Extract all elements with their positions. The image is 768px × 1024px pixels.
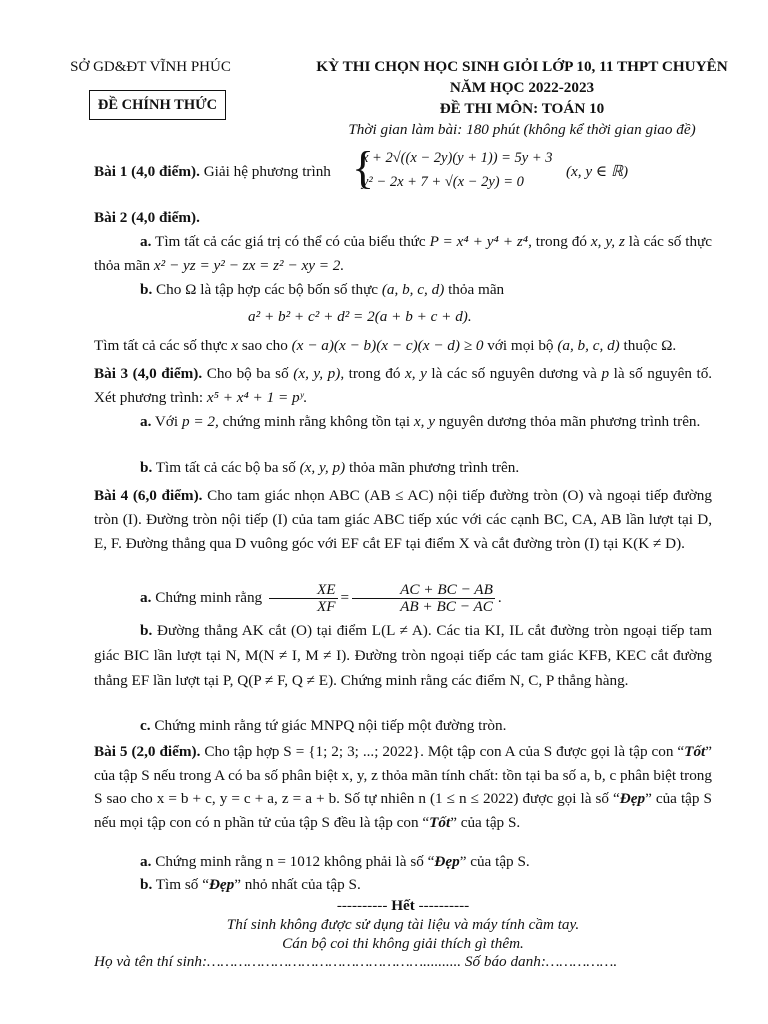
problem-5-intro-4: ” của tập S. bbox=[450, 813, 521, 831]
end-marker-pre: ---------- bbox=[336, 897, 392, 914]
problem-2a-text1: Tìm tất cả các giá trị có thể có của biểu thức bbox=[155, 233, 426, 250]
problem-3a-text3: nguyên dương thỏa mãn phương trình trên. bbox=[438, 413, 701, 430]
problem-2b-text3: Tìm tất cả các số thực bbox=[94, 337, 228, 354]
problem-5a-text1: Chứng minh rằng n = 1012 không phải là số “ bbox=[155, 853, 435, 870]
problem-3-tuple: (x, y, p) bbox=[293, 365, 341, 382]
footer-note-2: Cán bộ coi thi không giải thích gì thêm. bbox=[282, 935, 524, 952]
subject-prefix: ĐỀ THI MÔN bbox=[439, 100, 534, 117]
problem-4-title: Bài 4 (6,0 điểm). bbox=[94, 487, 203, 504]
problem-2-title: Bài 2 (4,0 điểm). bbox=[94, 209, 200, 226]
problem-4b bbox=[94, 618, 712, 693]
problem-4a-text: Chứng minh rằng bbox=[155, 588, 263, 606]
problem-3a-condition: p = 2, bbox=[181, 413, 219, 430]
department-header bbox=[58, 56, 243, 79]
problem-3b-text2: thỏa mãn phương trình trên. bbox=[348, 459, 520, 476]
problem-3b-label: b. bbox=[140, 459, 153, 476]
problem-2a-text2: , trong đó bbox=[528, 233, 587, 250]
problem-5 bbox=[94, 740, 712, 834]
problem-2b-text2: thỏa mãn bbox=[448, 281, 505, 298]
problem-2a bbox=[94, 230, 712, 277]
problem-3b bbox=[94, 456, 712, 480]
problem-5b-text1: Tìm số “ bbox=[155, 876, 209, 893]
problem-3-text5: nguyên tố. Xét phương trình: bbox=[94, 365, 713, 406]
problem-2b-text6: thuộc Ω. bbox=[623, 337, 677, 354]
problem-3a-text2: chứng minh rằng không tồn tại bbox=[222, 413, 411, 430]
end-marker-post: ---------- bbox=[414, 897, 470, 914]
problem-3a bbox=[94, 410, 712, 434]
problem-3-text2: , trong đó bbox=[340, 365, 401, 382]
problem-5a bbox=[94, 850, 712, 874]
end-marker-text: Hết bbox=[391, 897, 415, 914]
problem-5-dep: Đẹp bbox=[619, 790, 646, 807]
problem-3-text3: là các số nguyên dương và bbox=[431, 365, 597, 382]
fraction-1-numerator: XE bbox=[269, 582, 338, 599]
problem-5b-label: b. bbox=[140, 876, 153, 893]
fraction-2-denominator: AB + BC − AC bbox=[400, 598, 493, 615]
problem-5a-dep: Đẹp bbox=[434, 853, 460, 870]
problem-4a-label: a. bbox=[140, 588, 152, 606]
exam-title: KỲ THI CHỌN HỌC SINH GIỎI LỚP 10, 11 THPT CHUYÊN bbox=[316, 58, 728, 75]
problem-3-text1: Cho bộ ba số bbox=[206, 365, 289, 382]
system-brace: { bbox=[352, 142, 375, 193]
problem-2b-equation: a² + b² + c² + d² = 2(a + b + c + d). bbox=[248, 308, 472, 325]
problem-2b-tuple2: (a, b, c, d) bbox=[557, 337, 620, 354]
problem-5a-text2: ” của tập S. bbox=[459, 853, 530, 870]
fraction-1-denominator: XF bbox=[316, 598, 336, 615]
problem-2a-vars: x, y, z bbox=[590, 233, 625, 250]
school-year: NĂM HỌC 2022-2023 bbox=[449, 79, 595, 96]
system-eq-1: x + 2√((x − 2y)(y + 1)) = 5y + 3 bbox=[362, 150, 553, 166]
department-name: SỞ GD&ĐT VĨNH PHÚC bbox=[70, 59, 231, 75]
problem-3-vars: x, y bbox=[405, 365, 427, 382]
problem-3b-text1: Tìm tất cả các bộ ba số bbox=[155, 459, 296, 476]
subject-name: : TOÁN 10 bbox=[533, 100, 605, 117]
problem-2b-var: x bbox=[231, 337, 239, 354]
problem-5-intro-2: ” của tập S nếu trong A có ba số phân biệt x, y, z thỏa mãn tính chất: tồn tại ba số a, b, c phân biệt trong S sao cho x = b + c, y = c + a, z = a + b. Số tự nhiên n (1 ≤ n ≤ 2022) được gọi là số “ bbox=[94, 743, 713, 807]
problem-4b-text: Đường thẳng AK cắt (O) tại điểm L(L ≠ A). Các tia KI, IL cắt đường tròn ngoại tiếp tam giác BIC lần lượt tại N, M(N ≠ I, M ≠ I). Đường tròn ngoại tiếp các tam giác KFB, KEC cắt đường thẳng EF lần lượt tại P, Q(P ≠ F, Q ≠ E). Chứng minh rằng các điểm N, C, P thẳng hàng. bbox=[94, 622, 713, 689]
problem-5b-text2: ” nhỏ nhất của tập S. bbox=[234, 876, 361, 893]
problem-2b-text4: sao cho bbox=[241, 337, 288, 354]
problem-1-text: Giải hệ phương trình bbox=[203, 163, 331, 180]
problem-2b-text1: Cho Ω là tập hợp các bộ bốn số thực bbox=[156, 281, 379, 298]
problem-2b bbox=[94, 278, 712, 302]
problem-2a-text3: là các bbox=[628, 233, 664, 250]
problem-4c bbox=[94, 714, 712, 738]
problem-2b-cont bbox=[94, 334, 712, 358]
problem-2b-tuple: (a, b, c, d) bbox=[381, 281, 445, 298]
problem-3a-text1: Với bbox=[154, 413, 179, 430]
problem-3a-vars: x, y bbox=[413, 413, 435, 430]
problem-3-p: p bbox=[601, 365, 610, 382]
problem-2a-label: a. bbox=[140, 233, 152, 250]
official-label: ĐỀ CHÍNH THỨC bbox=[97, 97, 218, 113]
official-label-box bbox=[89, 90, 226, 120]
system-eq-2: y² − 2x + 7 + √(x − 2y) = 0 bbox=[362, 174, 524, 190]
problem-2b-label: b. bbox=[140, 281, 153, 298]
candidate-info-line: Họ và tên thí sinh:………………………………………….......... Số báo danh:……………. bbox=[94, 953, 618, 970]
problem-5-intro-3: ” của tập S nếu mọi tập con có n phần tử của tập S đều là tập con “ bbox=[94, 790, 712, 831]
problem-4b-label: b. bbox=[140, 622, 153, 639]
problem-3b-tuple: (x, y, p) bbox=[299, 459, 346, 476]
footer-note-1: Thí sinh không được sử dụng tài liệu và máy tính cầm tay. bbox=[226, 916, 580, 933]
fraction-sides bbox=[352, 582, 495, 615]
problem-4a-equals: = bbox=[340, 588, 350, 606]
problem-2b-text5: với mọi bộ bbox=[487, 337, 554, 354]
equation-system bbox=[362, 146, 562, 194]
problem-3-title: Bài 3 (4,0 điểm). bbox=[94, 365, 203, 382]
subject-line bbox=[302, 98, 742, 119]
system-domain: (x, y ∈ ℝ) bbox=[566, 163, 629, 180]
problem-4c-label: c. bbox=[140, 717, 151, 734]
exam-header bbox=[302, 56, 742, 140]
fraction-xe-xf bbox=[269, 582, 338, 615]
problem-3 bbox=[94, 362, 712, 409]
problem-5-title: Bài 5 (2,0 điểm). bbox=[94, 743, 201, 760]
problem-2a-expr: P = x⁴ + y⁴ + z⁴ bbox=[429, 233, 529, 250]
problem-5-tot-2: Tốt bbox=[429, 813, 451, 831]
problem-4c-text: Chứng minh rằng tứ giác MNPQ nội tiếp một đường tròn. bbox=[154, 717, 507, 734]
problem-4 bbox=[94, 484, 712, 556]
problem-5-intro-1: Cho tập hợp S = {1; 2; 3; ...; 2022}. Một tập con A của S được gọi là tập con “ bbox=[204, 743, 685, 760]
problem-4a bbox=[94, 582, 712, 615]
exam-duration: Thời gian làm bài: 180 phút (không kể thời gian giao đề) bbox=[348, 121, 696, 138]
fraction-2-numerator: AC + BC − AB bbox=[352, 582, 495, 599]
problem-2b-inequality: (x − a)(x − b)(x − c)(x − d) ≥ 0 bbox=[291, 337, 484, 354]
problem-2a-text4: số thực thỏa mãn bbox=[94, 233, 713, 274]
problem-3-equation: x⁵ + x⁴ + 1 = pʸ. bbox=[206, 388, 308, 406]
problem-3a-label: a. bbox=[140, 413, 152, 430]
problem-1-title: Bài 1 (4,0 điểm). bbox=[94, 163, 200, 180]
problem-5b-dep: Đẹp bbox=[208, 876, 235, 893]
problem-5a-label: a. bbox=[140, 853, 152, 870]
problem-2a-condition: x² − yz = y² − zx = z² − xy = 2. bbox=[153, 256, 345, 274]
problem-3-text4: là số bbox=[613, 365, 643, 382]
problem-4-intro: Cho tam giác nhọn ABC (AB ≤ AC) nội tiếp đường tròn (O) và ngoại tiếp đường tròn (I). Đường tròn nội tiếp (I) của tam giác ABC tiếp xúc với các cạnh BC, CA, AB lần lượt tại D, E, F. Đường thẳng qua D vuông góc với EF cắt EF tại điểm X và cắt đường tròn (I) tại K(K ≠ D). bbox=[94, 487, 712, 552]
problem-5-tot: Tốt bbox=[684, 743, 706, 760]
problem-4a-end: . bbox=[497, 588, 502, 606]
